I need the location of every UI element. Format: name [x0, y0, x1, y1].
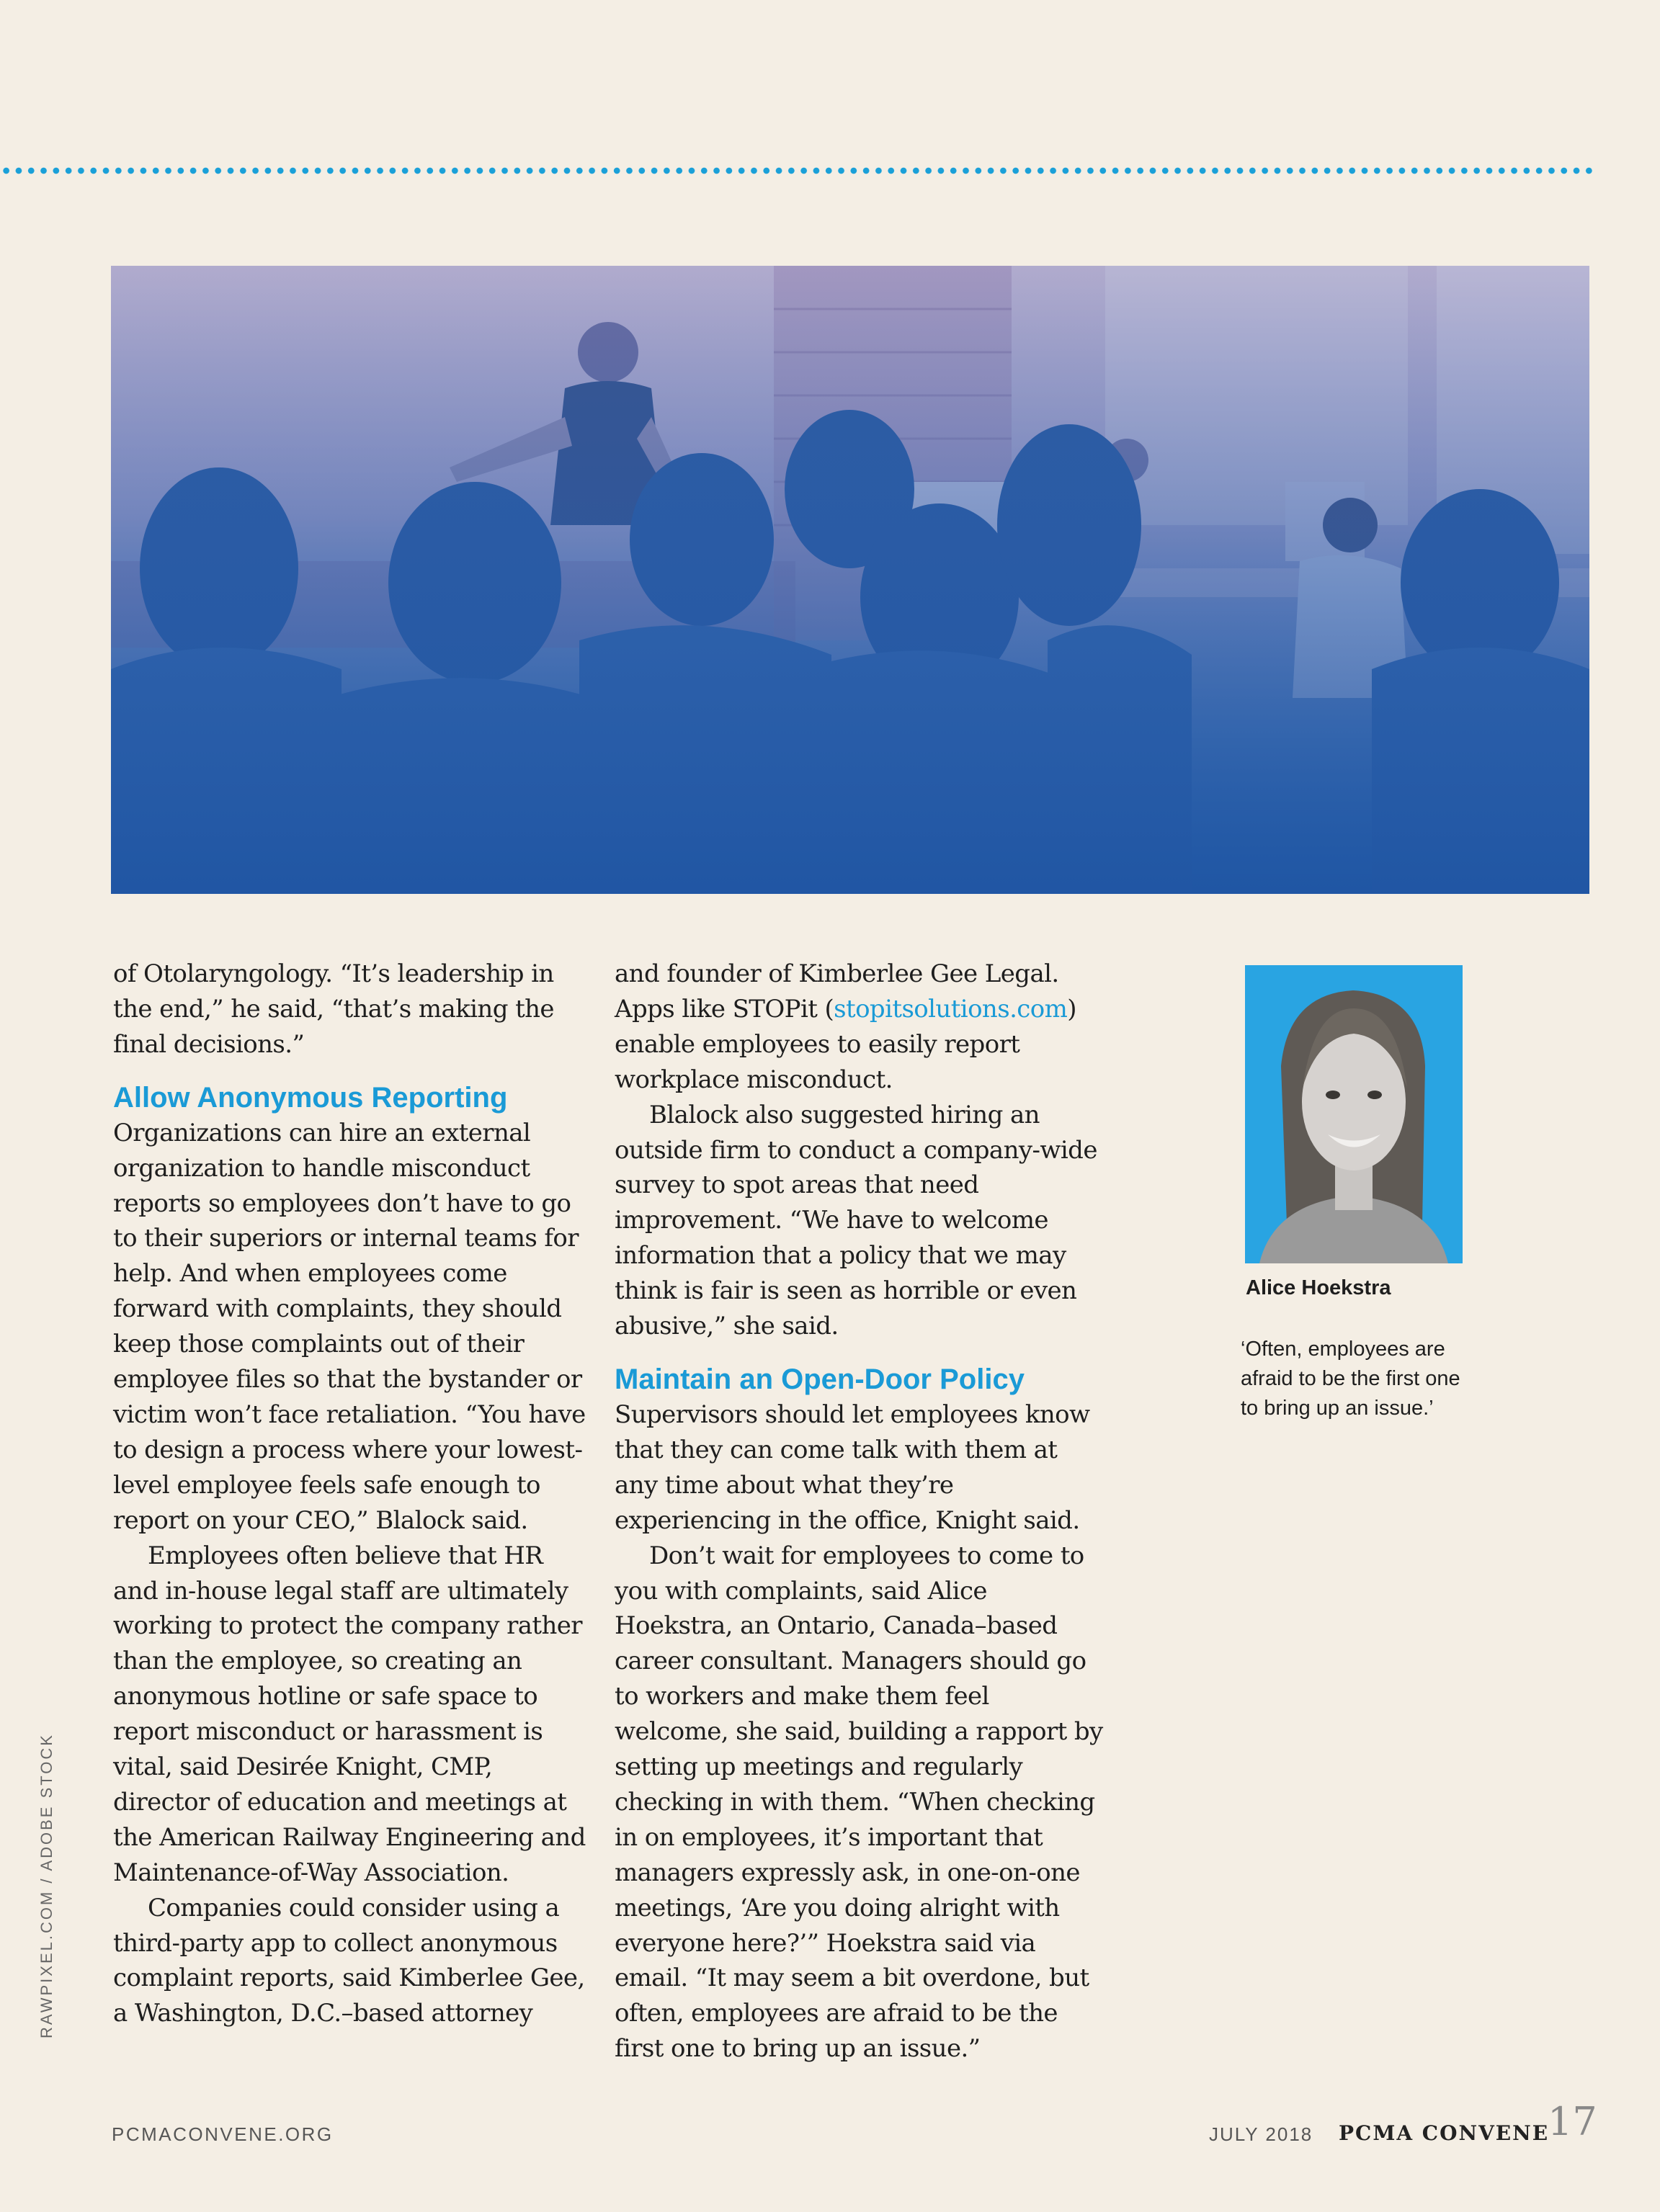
paragraph: Supervisors should let employees know that they can come talk with them at any time about what they’re experiencing in the office, Knight said.: [615, 1400, 1090, 1535]
sidebar-pull-quote: ‘Often, employees are afraid to be the first one to bring up an issue.’: [1241, 1338, 1460, 1420]
section-heading-anonymous-reporting: Allow Anonymous Reporting: [113, 1081, 508, 1114]
paragraph: [615, 957, 1105, 1098]
photo-credit: RAWPIXEL.COM / ADOBE STOCK: [37, 1733, 55, 2038]
article-column-2: [615, 957, 1105, 2067]
paragraph: Organizations can hire an external organization to handle misconduct reports so employees don’t have to go to their superiors or internal teams for help. And when employees come forward with complaints, they should keep those complaints out of their employee files so that the bystander or victim won’t face retaliation. “You have to design a process where your lowest-level employee feels safe enough to report on your CEO,” Blalock said.: [113, 1118, 586, 1535]
page-number: 17: [1548, 2099, 1597, 2144]
dotted-rule: [0, 167, 1592, 174]
footer-site[interactable]: PCMACONVENE.ORG: [112, 2123, 334, 2145]
alice-hoekstra-portrait: [1245, 965, 1463, 1263]
text-run: and founder of Kimberlee Gee Legal. Apps like STOPit (: [615, 959, 1059, 1024]
text-run: ) enable employees to easily report workplace misconduct.: [615, 994, 1076, 1094]
article-column-1: [113, 957, 589, 2031]
paragraph: of Otolaryngology. “It’s leadership in the end,” he said, “that’s making the final decisions.”: [113, 959, 554, 1059]
section-heading-open-door-policy: Maintain an Open-Door Policy: [615, 1363, 1025, 1395]
header-photo: [111, 266, 1589, 894]
sidebar-name: Alice Hoekstra: [1246, 1276, 1391, 1299]
paragraph: Companies could consider using a third-party app to collect anonymous complaint reports, said Kimberlee Gee, a Washington, D.C.–based attorney: [113, 1893, 585, 2028]
paragraph: Employees often believe that HR and in-house legal staff are ultimately working to protect the company rather than the employee, so creating an anonymous hotline or safe space to report misconduct or harassment is vital, said Desirée Knight, CMP, director of education and meetings at the American Railway Engineering and Maintenance-of-Way Association.: [113, 1541, 586, 1887]
paragraph: Blalock also suggested hiring an outside firm to conduct a company-wide survey to spot areas that need improvement. “We have to welcome information that a policy that we may think is fair is seen as horrible or even abusive,” she said.: [615, 1100, 1097, 1341]
paragraph: Don’t wait for employees to come to you with complaints, said Alice Hoekstra, an Ontario, Canada–based career consultant. Managers should go to workers and make them feel welcome, she said, building a rapport by setting up meetings and regularly checking in with them. “When checking in on employees, it’s important that managers expressly ask, in one-on-one meetings, ‘Are you doing alright with everyone here?’” Hoekstra said via email. “It may seem a bit overdone, but often, employees are afraid to be the first one to bring up an issue.”: [615, 1541, 1103, 2064]
footer-brand: PCMA CONVENE: [1339, 2121, 1550, 2145]
footer-date: JULY 2018: [1209, 2123, 1313, 2145]
stopit-link[interactable]: stopitsolutions.com: [834, 994, 1068, 1024]
